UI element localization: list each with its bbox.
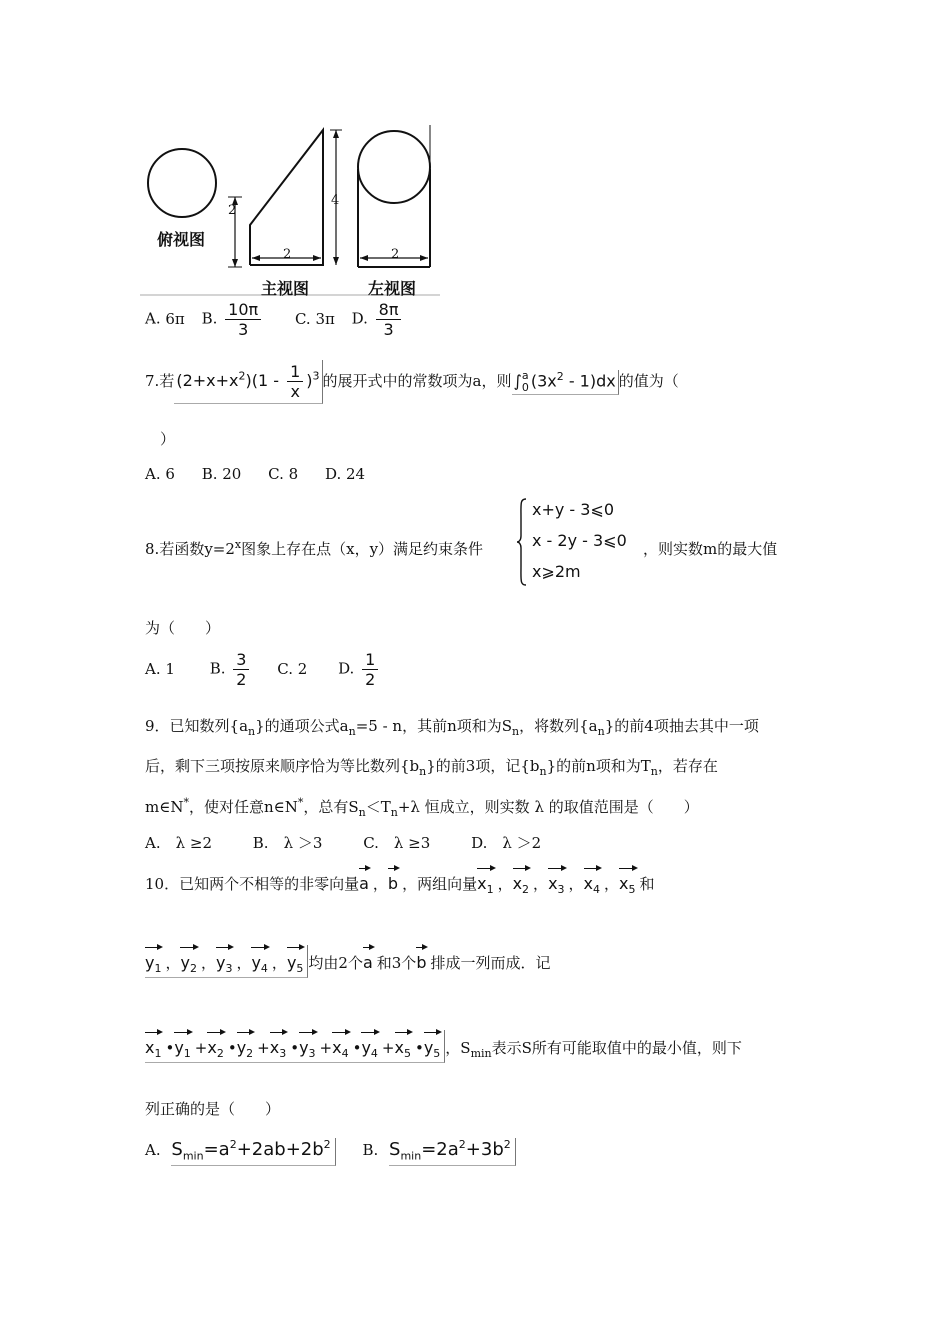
q7-mid-text: 的展开式中的常数项为a，则 xyxy=(322,372,512,390)
dim-label-height-big: 4 xyxy=(331,193,340,208)
q10-line-2: $y_1$ ，$y_2$ ，$y_3$ ，$y_4$ ，$y_5$ 均由2个a 和3个b 排成一列而成．记 xyxy=(145,945,550,978)
q6-option-c-value: 3π xyxy=(315,309,335,328)
front-view-label: 主视图 xyxy=(261,279,310,298)
q8-lead: 若函数y=2 xyxy=(159,540,235,558)
q8-option-d-fraction: $\frac{1}{2}$ xyxy=(362,650,378,689)
front-view-shape xyxy=(250,130,323,265)
vector-b: b xyxy=(416,945,426,972)
q8-tail: ，则实数m的最大值 xyxy=(643,540,778,558)
top-view-circle xyxy=(148,149,216,217)
top-view-label: 俯视图 xyxy=(157,230,206,249)
fraction-denominator: 3 xyxy=(238,320,249,339)
brace-icon xyxy=(517,498,527,586)
fraction-numerator: 10π xyxy=(225,300,261,320)
side-view-label: 左视图 xyxy=(368,279,417,298)
vector-a: a xyxy=(359,866,369,893)
vector-x1: $x_1$ xyxy=(477,866,493,896)
q8-constraint-2: x - 2y - 3⩽0 xyxy=(532,531,627,550)
q9-option-d: D. λ ＞2 xyxy=(471,834,542,852)
dim-label-width-side: 2 xyxy=(391,247,400,262)
vector-x3: $x_3$ xyxy=(548,866,564,896)
fraction-denominator: 3 xyxy=(383,320,394,339)
q9-option-a: A. λ ≥2 xyxy=(145,834,212,852)
q10-sum-expression: $x_1$ $•y_1 +x_2$ $•y_2 +x_3$ $•y_3 +x_4$ $•y_4 +x_5$ $•y_5$ xyxy=(145,1030,445,1063)
q10-option-a-label: A. xyxy=(145,1141,161,1159)
q10-line-3 xyxy=(145,1030,742,1063)
q8-option-c: C. 2 xyxy=(277,659,308,678)
vector-b: b xyxy=(388,866,398,893)
question-8 xyxy=(145,538,483,559)
q9-option-b: B. λ ＞3 xyxy=(252,834,323,852)
q7-integral: ∫ a 0 $(3x^2 - 1)dx$ xyxy=(512,370,619,395)
vector-x2: $x_2$ xyxy=(513,866,529,896)
q7-option-b: B. 20 xyxy=(201,465,242,483)
q8-lead-sup: x xyxy=(234,538,242,551)
q10-option-b-expr: $S_{min}=2a^2+3b^2$ xyxy=(389,1138,516,1166)
vector-x5: $x_5$ xyxy=(619,866,635,896)
q6-option-a-value: 6π xyxy=(165,309,185,328)
dim-label-height-small: 2 xyxy=(228,203,237,218)
q6-option-d-label: D. xyxy=(351,309,368,328)
q6-option-d-fraction xyxy=(376,300,402,339)
q7-number: 7. xyxy=(145,372,160,390)
q9-line-2: 后，剩下三项按原来顺序恰为等比数列$\{b_n\}$的前3项，记$\{b_n\}$的前n项和为$T_n$，若存在 xyxy=(145,757,718,778)
q10-line-3-tail: ，$S_{min}$表示S所有可能取值中的最小值，则下 xyxy=(445,1039,742,1060)
vector-y1: $y_1$ xyxy=(145,945,161,975)
three-view-figure xyxy=(140,125,440,300)
q6-option-c-label: C. xyxy=(294,309,311,328)
q10-line-4: 列正确的是（ ） xyxy=(145,1100,281,1118)
q8-number: 8. xyxy=(145,540,160,558)
q10-option-a-expr: $S_{min}=a^2+2ab+2b^2$ xyxy=(171,1138,335,1166)
q6-option-b-label: B. xyxy=(201,309,218,328)
side-view-circle xyxy=(358,131,430,203)
q6-option-b-fraction xyxy=(225,300,261,339)
q8-constraint-system xyxy=(520,494,627,587)
q9-option-c: C. λ ≥3 xyxy=(363,834,431,852)
q7-lead: 若 xyxy=(159,372,175,390)
q10-line-1: 10．已知两个不相等的非零向量a ，b ，两组向量$x_1$ ，$x_2$ ，$x_3$ ，$x_4$ ，$x_5$ 和 xyxy=(145,866,655,896)
q7-option-a: A. 6 xyxy=(145,465,175,483)
q7-tail: 的值为（ xyxy=(618,372,679,390)
q8-option-a: A. 1 xyxy=(145,659,175,678)
vector-y3: $y_3$ xyxy=(216,945,232,975)
q8-constraint-1: x+y - 3⩽0 xyxy=(532,500,615,519)
q8-continue: 为（ ） xyxy=(145,619,221,637)
vector-y4: $y_4$ xyxy=(251,945,267,975)
q8-options xyxy=(145,650,381,689)
q10-option-b-label: B. xyxy=(362,1141,379,1159)
q6-options xyxy=(145,300,404,339)
vector-y5: $y_5$ xyxy=(287,945,303,975)
q7-option-c: C. 8 xyxy=(268,465,299,483)
q7-option-d: D. 24 xyxy=(324,465,366,483)
question-7 xyxy=(145,360,679,404)
q9-line-1: 9．已知数列$\{a_n\}$的通项公式$a_n=5 - n$，其前n项和为$S_n$，将数列$\{a_n\}$的前4项抽去其中一项 xyxy=(145,717,759,738)
q7-options xyxy=(145,465,365,483)
q7-close-paren: ） xyxy=(160,430,176,448)
q8-lead-tail: 图象上存在点（x，y）满足约束条件 xyxy=(241,540,484,558)
q9-line-3: m∈N*，使对任意n∈N*，总有$S_n<T_n+\lambda$ 恒成立，则实数 λ 的取值范围是（ ） xyxy=(145,796,699,819)
fraction-numerator: 8π xyxy=(376,300,402,320)
q8-option-d-label: D. xyxy=(338,659,355,678)
vector-x4: $x_4$ xyxy=(584,866,600,896)
q7-binomial-expression: $(2+x+x^2)(1$ - $\frac{1}{x}$ )$^3$ xyxy=(174,360,322,404)
q10-options xyxy=(145,1138,516,1166)
vector-a: a xyxy=(363,945,373,972)
q6-option-a-label: A. xyxy=(145,309,161,328)
dim-label-width-front: 2 xyxy=(283,247,292,262)
q8-option-b-fraction: $\frac{3}{2}$ xyxy=(233,650,249,689)
vector-y2: $y_2$ xyxy=(180,945,196,975)
q8-constraint-3: x⩾2m xyxy=(532,562,581,581)
q9-options xyxy=(145,832,541,853)
q8-option-b-label: B. xyxy=(209,659,226,678)
